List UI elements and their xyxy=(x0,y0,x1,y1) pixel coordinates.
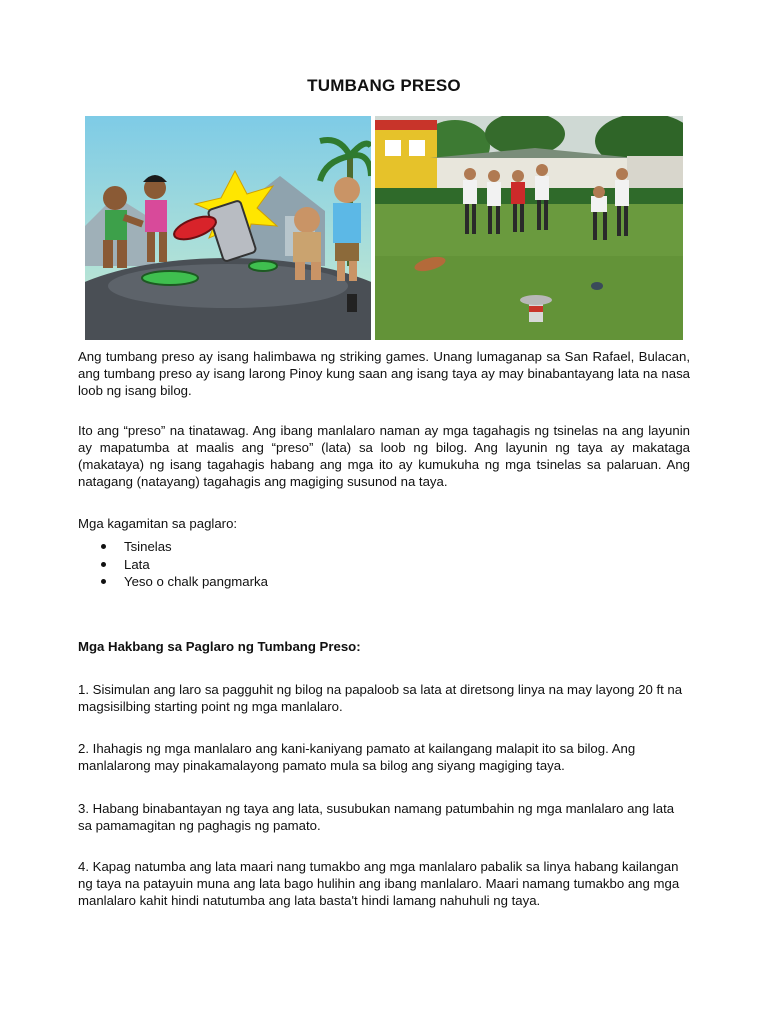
step-paragraph: 1. Sisimulan ang laro sa pagguhit ng bilog na papaloob sa lata at diretsong linya na may layong 20 ft na magsisilbing starting point ng mga manlalaro. xyxy=(78,682,683,714)
description-paragraph: Ito ang “preso” na tinatawag. Ang ibang manlalaro naman ay mga tagahagis ng tsinelas na ang layunin ay mapatumba at maalis ang “preso” (lata) sa loob ng bilog. Ang layunin ng taya ay makataga (makataya) ng isang tagahagis habang ang mga ito ay kumukuha ng mga tsinelas sa palaruan. Ang natagang (natayang) tagahagis ang magiging susunod na taya. xyxy=(78,423,690,489)
step-paragraph: 4. Kapag natumba ang lata maari nang tumakbo ang mga manlalaro pabalik sa linya habang kailangan ng taya na patayuin muna ang lata bago hulihin ang ibang manlalaro. Maari namang tumakbo ang mga manlalaro kahit hindi natutumba ang lata basta't hindi lamang nahuhuli ng taya. xyxy=(78,859,680,908)
bullet-icon xyxy=(101,562,106,567)
bullet-icon xyxy=(101,579,106,584)
list-item xyxy=(78,556,478,574)
list-item xyxy=(78,538,478,556)
step-paragraph: 3. Habang binabantayan ng taya ang lata, susubukan namang patumbahin ng mga manlalaro ang lata sa pamamagitan ng paghagis ng pamato. xyxy=(78,801,675,833)
step-paragraph: 2. Ihahagis ng mga manlalaro ang kani-kaniyang pamato at kailangang malapit ito sa bilog. Ang manlalarong may pinakamalayong pamato mula sa bilog ang siyang magiging taya. xyxy=(78,741,636,773)
materials-list xyxy=(78,538,478,591)
figure-row xyxy=(85,116,683,340)
steps-heading: Mga Hakbang sa Paglaro ng Tumbang Preso: xyxy=(78,639,361,654)
material-item: Yeso o chalk pangmarka xyxy=(124,574,268,589)
photo-children-playing xyxy=(375,116,683,340)
bullet-icon xyxy=(101,544,106,549)
list-item xyxy=(78,573,478,591)
material-item: Lata xyxy=(124,556,150,572)
document-title: TUMBANG PRESO xyxy=(307,76,461,95)
material-item: Tsinelas xyxy=(124,539,172,554)
materials-label: Mga kagamitan sa paglaro: xyxy=(78,516,238,531)
intro-paragraph: Ang tumbang preso ay isang halimbawa ng striking games. Unang lumaganap sa San Rafael, Bulacan, ang tumbang preso ay isang larong Pinoy kung saan ang isang taya ay may binabantayang lata na nasa loob ng isang bilog. xyxy=(78,349,690,398)
cartoon-illustration xyxy=(85,116,371,340)
